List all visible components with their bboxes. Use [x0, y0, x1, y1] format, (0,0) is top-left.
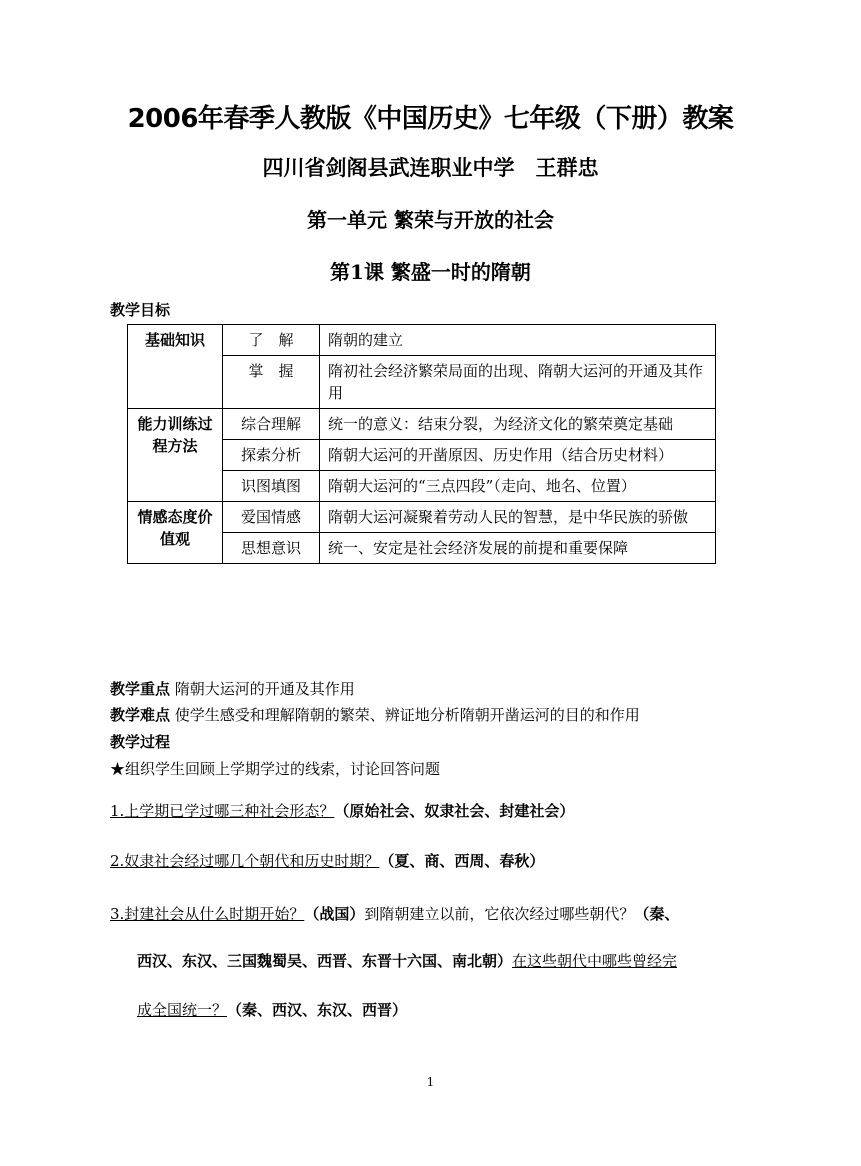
objectives-label: 教学目标 [110, 301, 171, 319]
unit-heading: 第一单元 繁荣与开放的社会 [307, 208, 554, 232]
answer-text: （秦、 [634, 905, 680, 923]
author-line: 四川省剑阁县武连职业中学 王群忠 [262, 156, 599, 180]
focus-label: 教学重点 [110, 680, 171, 698]
answer-text: 西汉、东汉、三国魏蜀吴、西晋、东晋十六国、南北朝） [137, 952, 513, 970]
answer-text: （夏、商、西周、春秋） [379, 852, 545, 870]
page-number: 1 [426, 1075, 435, 1089]
objectives-table [127, 324, 716, 564]
focus-line [110, 678, 355, 699]
table-row [128, 502, 716, 533]
activity-line: ★组织学生回顾上学期学过的线索，讨论回答问题 [110, 760, 441, 778]
table-row [128, 325, 716, 356]
lesson-heading: 第1课 繁盛一时的隋朝 [330, 260, 531, 284]
question-text: 到隋朝建立以前，它依次经过哪些朝代？ [364, 905, 635, 923]
question-3-line-3 [137, 999, 407, 1020]
question-1 [110, 800, 574, 821]
question-text: 3.封建社会从什么时期开始？ [110, 905, 305, 923]
subcategory-cell: 思想意识 [223, 533, 320, 564]
subcategory-cell: 综合理解 [223, 409, 320, 440]
subcategory-cell: 掌 握 [223, 356, 320, 409]
difficulty-label: 教学难点 [110, 706, 171, 724]
description-cell: 隋朝大运河的“三点四段”（走向、地名、位置） [320, 471, 716, 502]
description-cell: 隋初社会经济繁荣局面的出现、隋朝大运河的开通及其作用 [320, 356, 716, 409]
subcategory-cell: 了 解 [223, 325, 320, 356]
answer-text: （原始社会、奴隶社会、封建社会） [334, 802, 575, 820]
description-cell: 隋朝大运河的开凿原因、历史作用（结合历史材料） [320, 440, 716, 471]
question-text: 成全国统一？ [137, 1001, 228, 1019]
category-cell: 情感态度价值观 [128, 502, 223, 564]
category-cell: 能力训练过程方法 [128, 409, 223, 502]
difficulty-text: 使学生感受和理解隋朝的繁荣、辨证地分析隋朝开凿运河的目的和作用 [174, 706, 640, 724]
description-cell: 统一的意义：结束分裂，为经济文化的繁荣奠定基础 [320, 409, 716, 440]
answer-text: （秦、西汉、东汉、西晋） [227, 1001, 408, 1019]
question-text: 2.奴隶社会经过哪几个朝代和历史时期？ [110, 852, 380, 870]
focus-text: 隋朝大运河的开通及其作用 [174, 680, 355, 698]
document-title: 2006年春季人教版《中国历史》七年级（下册）教案 [127, 104, 734, 134]
table-row [128, 409, 716, 440]
description-cell: 统一、安定是社会经济发展的前提和重要保障 [320, 533, 716, 564]
question-text: 1.上学期已学过哪三种社会形态？ [110, 802, 335, 820]
question-2 [110, 850, 544, 871]
subcategory-cell: 识图填图 [223, 471, 320, 502]
description-cell: 隋朝的建立 [320, 325, 716, 356]
difficulty-line [110, 704, 640, 725]
subcategory-cell: 爱国情感 [223, 502, 320, 533]
process-label: 教学过程 [110, 733, 171, 751]
answer-text: （战国） [304, 905, 365, 923]
category-cell: 基础知识 [128, 325, 223, 409]
question-3-line-2 [137, 950, 677, 971]
subcategory-cell: 探索分析 [223, 440, 320, 471]
question-3-line-1 [110, 903, 679, 924]
description-cell: 隋朝大运河凝聚着劳动人民的智慧，是中华民族的骄傲 [320, 502, 716, 533]
question-text: 在这些朝代中哪些曾经完 [512, 952, 678, 970]
